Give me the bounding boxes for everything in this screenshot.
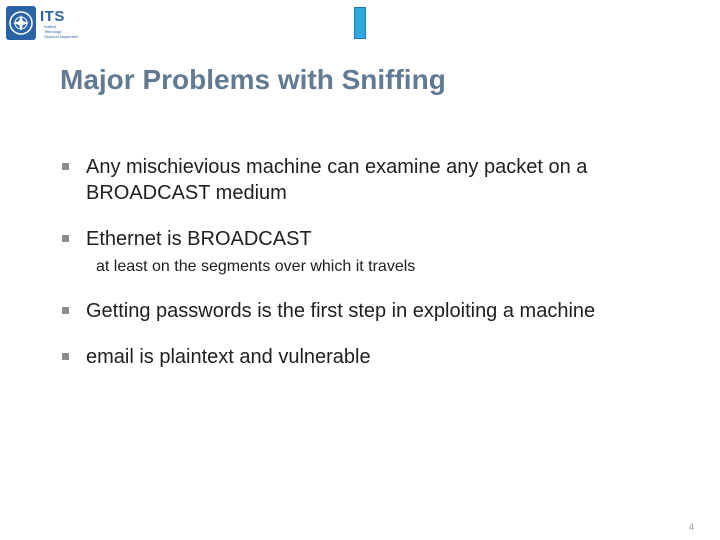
- sub-bullet-text: at least on the segments over which it travels: [96, 258, 416, 275]
- bullet-item: [60, 226, 700, 252]
- its-logo: [6, 6, 96, 46]
- logo-text: Institut Teknologi Sepuluh Nopember: [44, 24, 79, 39]
- bullet-text: email is plaintext and vulnerable: [86, 346, 371, 368]
- accent-bar: [354, 7, 366, 39]
- page-number: 4: [688, 522, 694, 532]
- bullet-item: [60, 298, 700, 324]
- square-bullet-icon: [62, 307, 69, 314]
- seal-icon: [6, 6, 36, 40]
- bullet-text: Ethernet is BROADCAST: [86, 228, 312, 250]
- bullet-text: Getting passwords is the first step in exploiting a machine: [86, 300, 596, 322]
- logo-mark: ITS: [40, 8, 65, 25]
- square-bullet-icon: [62, 235, 69, 242]
- square-bullet-icon: [62, 353, 69, 360]
- slide-title: Major Problems with Sniffing: [60, 64, 446, 95]
- bullet-item: [60, 344, 700, 370]
- square-bullet-icon: [62, 163, 69, 170]
- bullet-item: [60, 154, 700, 206]
- bullet-list: [60, 154, 700, 370]
- bullet-text: Any mischievious machine can examine any packet on a BROADCAST medium: [86, 156, 588, 204]
